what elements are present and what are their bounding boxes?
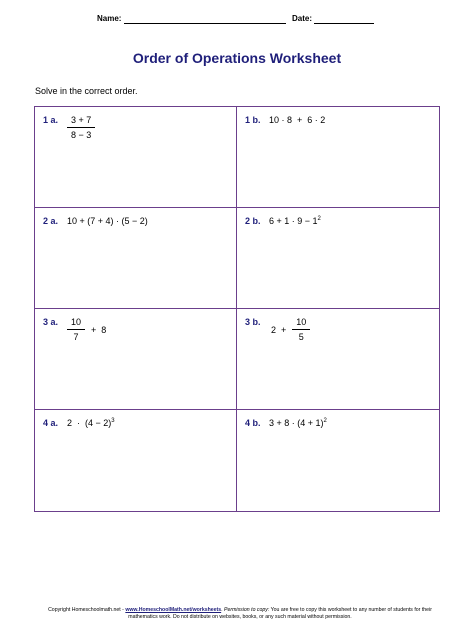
problem-expression <box>269 216 321 226</box>
fraction <box>292 317 310 342</box>
fraction-denominator: 8 − 3 <box>71 130 92 140</box>
problem-expression <box>67 418 115 428</box>
problem-label: 3 a. <box>43 317 59 327</box>
fraction-numerator: 3 + 7 <box>67 115 95 128</box>
name-label: Name: <box>97 14 122 23</box>
page-title: Order of Operations Worksheet <box>132 50 342 66</box>
problem-cell-4b[interactable] <box>237 410 439 511</box>
fraction-numerator: 10 <box>292 317 310 330</box>
problem-cell-3a[interactable] <box>35 309 237 410</box>
fraction <box>67 317 85 342</box>
permission-text: You are free to copy this worksheet to any number of students for their mathematics work. Do not distribute on websites, books, or any such material without permission. <box>128 607 432 620</box>
fraction <box>67 115 95 140</box>
problem-expression <box>67 115 95 140</box>
problem-label: 4 b. <box>245 418 261 428</box>
problem-cell-2a[interactable] <box>35 208 237 309</box>
problem-cell-2b[interactable] <box>237 208 439 309</box>
exponent: 2 <box>323 418 327 424</box>
copyright-footer: Copyright Homeschoolmath.net - www.HomeschoolMath.net/worksheets. Permission to copy: You are free to copy this worksheet to any number of students for their mathematics work. Do not distribute on websites, books, or any such material without permission. <box>48 607 432 620</box>
problem-label: 1 a. <box>43 115 59 125</box>
problem-cell-1a[interactable] <box>35 107 237 208</box>
date-label: Date: <box>292 14 313 23</box>
problem-expression: 10 · 8 + 6 · 2 <box>269 115 326 125</box>
expression-base: 6 + 1 · 9 − 1 <box>269 216 318 226</box>
problem-expression: 10 + (7 + 4) · (5 − 2) <box>67 216 148 226</box>
fraction-denominator: 7 <box>73 332 79 342</box>
exponent: 2 <box>317 216 321 222</box>
name-field-line[interactable] <box>124 23 286 24</box>
copyright-prefix: Copyright Homeschoolmath.net - <box>48 607 126 613</box>
permission-label: Permission to copy: <box>224 607 270 613</box>
problem-label: 1 b. <box>245 115 261 125</box>
problem-cell-3b[interactable] <box>237 309 439 410</box>
problem-label: 4 a. <box>43 418 59 428</box>
expression-before: 2 + <box>271 324 287 335</box>
exponent: 3 <box>111 418 115 424</box>
expression-base: 3 + 8 · (4 + 1) <box>269 418 324 428</box>
problem-cell-1b[interactable] <box>237 107 439 208</box>
expression-after: + 8 <box>91 324 107 335</box>
fraction-denominator: 5 <box>298 332 304 342</box>
problem-cell-4a[interactable] <box>35 410 237 511</box>
problem-label: 2 a. <box>43 216 59 226</box>
expression-base: 2 · (4 − 2) <box>67 418 112 428</box>
instructions: Solve in the correct order. <box>35 86 138 96</box>
date-field-line[interactable] <box>314 23 374 24</box>
fraction-numerator: 10 <box>67 317 85 330</box>
problem-grid <box>34 106 440 512</box>
problem-expression <box>271 317 310 342</box>
problem-expression <box>269 418 327 428</box>
problem-expression <box>67 317 106 342</box>
problem-label: 2 b. <box>245 216 261 226</box>
problem-label: 3 b. <box>245 317 261 327</box>
worksheets-link[interactable]: www.HomeschoolMath.net/worksheets <box>125 607 222 613</box>
